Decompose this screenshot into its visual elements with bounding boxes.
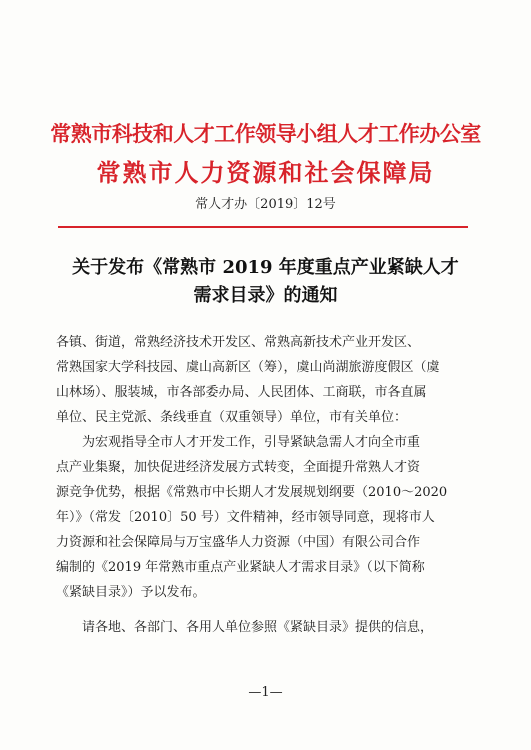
addressee-line: 山林场）、服装城，市各部委办局、人民团体、工商联，市各直属 <box>56 385 427 400</box>
paragraph-line: 请各地、各部门、各用人单位参照《紧缺目录》提供的信息， <box>82 620 434 635</box>
document-number: 常人才办〔2019〕12号 <box>195 197 336 212</box>
paragraph-line: 力资源和社会保障局与万宝盛华人力资源（中国）有限公司合作 <box>56 535 421 550</box>
addressee-line: 各镇、街道，常熟经济技术开发区、常熟高新技术产业开发区、 <box>56 335 421 350</box>
paragraph-line: 为宏观指导全市人才开发工作，引导紧缺急需人才向全市重 <box>82 435 421 450</box>
paragraph-line: 点产业集聚，加快促进经济发展方式转变，全面提升常熟人才资 <box>56 460 421 475</box>
header-red-rule <box>58 226 468 228</box>
paragraph-line: 编制的《2019 年常熟市重点产业紧缺人才需求目录》（以下简称 <box>56 560 425 575</box>
issuing-org-2: 常熟市人力资源和社会保障局 <box>96 158 435 187</box>
paragraph-line: 《紧缺目录》）予以发布。 <box>56 585 206 600</box>
issuing-org-1: 常熟市科技和人才工作领导小组人才工作办公室 <box>50 121 481 146</box>
title-line-1: 关于发布《常熟市 2019 年度重点产业紧缺人才 <box>72 257 459 278</box>
paragraph-line: 年）》（常发〔2010〕50 号）文件精神，经市领导同意，现将市人 <box>56 510 435 525</box>
addressee-line: 常熟国家大学科技园、虞山高新区（筹），虞山尚湖旅游度假区（虞 <box>56 360 440 375</box>
addressee-line: 单位、民主党派、条线垂直（双重领导）单位，市有关单位： <box>56 410 408 425</box>
paragraph-gap <box>56 605 476 615</box>
document-title <box>40 254 491 310</box>
paragraph-line: 源竞争优势，根据《常熟市中长期人才发展规划纲要（2010～2020 <box>56 485 448 500</box>
document-body <box>56 330 476 640</box>
page-number: —1— <box>248 685 283 700</box>
title-line-2: 需求目录》的通知 <box>193 285 338 306</box>
